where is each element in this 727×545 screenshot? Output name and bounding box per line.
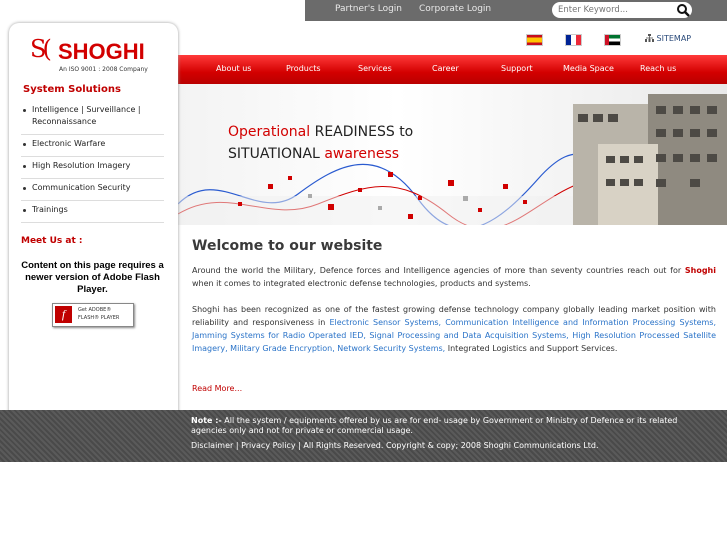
sitemap-icon [645, 34, 654, 42]
brand-name: Shoghi [684, 266, 716, 275]
flash-button-line2: FLASH® PLAYER [78, 315, 120, 321]
search-box [552, 2, 692, 18]
sidebar-item-isr[interactable]: Intelligence | Surveillance | Reconnaissance [21, 101, 164, 135]
nav-reach-us[interactable]: Reach us [640, 64, 677, 73]
read-more-link[interactable]: Read More... [192, 384, 243, 393]
capabilities-text-b: Integrated Logistics and Support Services. [447, 344, 618, 353]
sitemap-link[interactable] [645, 34, 691, 43]
footer-note-label: Note :- [191, 416, 222, 425]
get-flash-player-button[interactable] [52, 303, 134, 327]
capabilities-text-a: Shoghi has been recognized as one of the fastest growing defense technology company globally leading market position with reliability and responsiveness in [192, 305, 716, 327]
sidebar-item-trainings[interactable]: Trainings [21, 201, 164, 223]
footer-note [191, 416, 711, 436]
banner-headline [228, 121, 413, 165]
company-logo[interactable] [22, 35, 152, 80]
intro-paragraph [192, 264, 716, 290]
search-icon[interactable] [676, 3, 690, 17]
capabilities-links[interactable]: Electronic Sensor Systems, Communication Intelligence and Information Processing Systems, Jamming Systems for Radio Operated IED, Signal Processing and Data Acquisition Systems, High Resolution Processed Satellite Imagery, Military Grade Encryption, Network Security Systems, [192, 318, 717, 353]
headline-word-readiness: READINESS to [314, 124, 414, 140]
headline-word-operational: Operational [228, 124, 311, 140]
sidebar-item-communication-security[interactable]: Communication Security [21, 179, 164, 201]
hero-banner [178, 84, 727, 225]
flash-icon: f [55, 306, 72, 323]
system-solutions-list [21, 101, 164, 223]
logo-mark: S( [30, 35, 48, 63]
meet-us-heading: Meet Us at : [21, 236, 83, 246]
intro-text-a: Around the world the Military, Defence forces and Intelligence agencies of more than seventy countries reach out for [192, 266, 682, 275]
system-solutions-title: System Solutions [23, 84, 121, 95]
nav-career[interactable]: Career [432, 64, 459, 73]
footer-note-text: All the system / equipments offered by us are for end- usage by Government or Ministry of Defence or its related agencies only and not for private or commercial usage. [191, 416, 678, 435]
nav-products[interactable]: Products [286, 64, 321, 73]
capabilities-paragraph [192, 303, 716, 355]
logo-iso-tagline: An ISO 9001 : 2008 Company [59, 66, 148, 73]
spanish-flag-icon[interactable] [526, 34, 543, 46]
partners-login-link[interactable]: Partner's Login [335, 4, 403, 14]
sidebar-item-electronic-warfare[interactable]: Electronic Warfare [21, 135, 164, 157]
flash-button-line1: Get ADOBE® [78, 307, 112, 313]
flash-required-message: Content on this page requires a newer version of Adobe Flash Player. [21, 260, 164, 295]
search-input[interactable] [558, 3, 666, 16]
nav-support[interactable]: Support [501, 64, 533, 73]
main-nav [178, 55, 727, 84]
headline-word-awareness: awareness [324, 146, 400, 162]
nav-media-space[interactable]: Media Space [563, 64, 614, 73]
corporate-login-link[interactable]: Corporate Login [419, 4, 492, 14]
uae-flag-icon[interactable] [604, 34, 621, 46]
intro-text-b: when it comes to integrated electronic defense technologies, products and systems. [192, 279, 531, 288]
french-flag-icon[interactable] [565, 34, 582, 46]
sidebar-item-high-resolution-imagery[interactable]: High Resolution Imagery [21, 157, 164, 179]
sitemap-label: SITEMAP [656, 34, 692, 43]
footer-copyright[interactable]: Disclaimer | Privacy Policy | All Rights Reserved. Copyright & copy; 2008 Shoghi Communications Ltd. [191, 441, 599, 450]
headline-word-situational: SITUATIONAL [228, 146, 320, 162]
nav-about-us[interactable]: About us [216, 64, 252, 73]
nav-services[interactable]: Services [358, 64, 392, 73]
logo-name: SHOGHI [58, 39, 145, 64]
page-title: Welcome to our website [192, 238, 383, 254]
left-sidebar [9, 23, 178, 423]
